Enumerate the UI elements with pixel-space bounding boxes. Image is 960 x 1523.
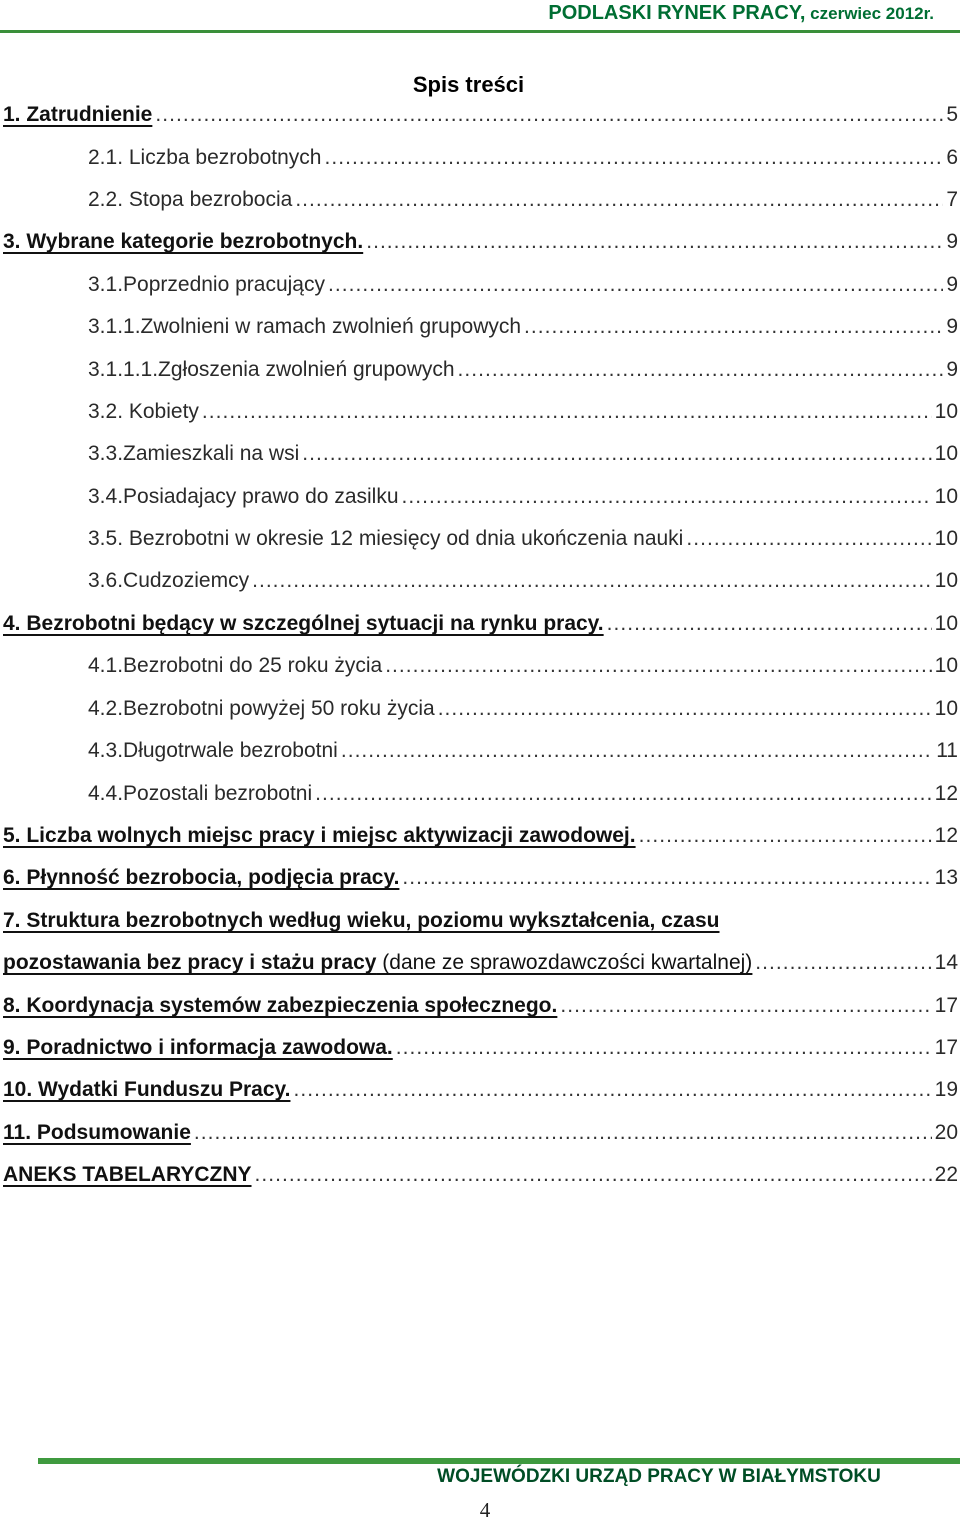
toc-entry-page: 6 <box>946 146 958 169</box>
toc-entry-page: 12 <box>934 782 958 805</box>
toc-entry-label: 4.3.Długotrwale bezrobotni <box>88 739 338 762</box>
toc-leader-dots <box>155 98 943 132</box>
toc-entry[interactable] <box>88 734 958 768</box>
toc-entry-page: 10 <box>934 527 958 550</box>
toc-leader-dots <box>293 1073 931 1107</box>
toc-leader-dots <box>255 1158 932 1192</box>
toc-leader-dots <box>402 480 932 514</box>
toc-entry-label: 3. Wybrane kategorie bezrobotnych. <box>3 230 364 253</box>
toc-entry[interactable] <box>88 141 958 175</box>
toc-entry-label: 3.2. Kobiety <box>88 400 199 423</box>
toc-leader-dots <box>324 141 943 175</box>
toc-entry-page: 10 <box>934 569 958 592</box>
toc-entry-page: 10 <box>934 697 958 720</box>
toc-entry-page: 9 <box>946 273 958 296</box>
toc-entry[interactable] <box>88 480 958 514</box>
toc-leader-dots <box>385 649 931 683</box>
toc-entry[interactable] <box>88 522 958 556</box>
toc-entry[interactable] <box>88 268 958 302</box>
toc-heading: Spis treści <box>412 72 525 97</box>
toc-leader-dots <box>524 310 943 344</box>
toc-entry-page: 10 <box>934 442 958 465</box>
toc-entry-page: 13 <box>934 866 958 889</box>
toc-leader-dots <box>755 946 931 980</box>
toc-entry-page: 14 <box>934 951 958 974</box>
toc-entry-page: 10 <box>934 612 958 635</box>
toc-entry-label: 3.5. Bezrobotni w okresie 12 miesięcy od dnia ukończenia nauki <box>88 527 684 550</box>
toc-entry-label: 6. Płynność bezrobocia, podjęcia pracy. <box>3 866 400 889</box>
toc-entry[interactable] <box>88 310 958 344</box>
toc-entry[interactable] <box>3 819 958 853</box>
toc-leader-dots <box>302 437 931 471</box>
toc-entry-label: 2.1. Liczba bezrobotnych <box>88 146 322 169</box>
toc-entry[interactable] <box>3 607 958 641</box>
toc-entry[interactable] <box>3 98 958 132</box>
toc-leader-dots <box>560 989 931 1023</box>
toc-entry[interactable] <box>3 989 958 1023</box>
toc-entry-page: 10 <box>934 400 958 423</box>
toc-entry-page: 19 <box>934 1078 958 1101</box>
footer-organization-name: WOJEWÓDZKI URZĄD PRACY W BIAŁYMSTOKU <box>437 1466 881 1487</box>
toc-entry-label-note: (dane ze sprawozdawczości kwartalnej) <box>376 951 753 974</box>
toc-entry[interactable] <box>88 437 958 471</box>
toc-entry-page: 10 <box>934 485 958 508</box>
page-number: 4 <box>479 1498 491 1522</box>
toc-entry-page: 17 <box>934 1036 958 1059</box>
toc-entry-label: 11. Podsumowanie <box>3 1121 191 1144</box>
toc-entry-page: 17 <box>934 994 958 1017</box>
header-publication-name: PODLASKI RYNEK PRACY, <box>548 2 806 24</box>
toc-entry-label: 4.1.Bezrobotni do 25 roku życia <box>88 654 383 677</box>
toc-entry-label: 1. Zatrudnienie <box>3 103 153 126</box>
toc-leader-dots <box>396 1031 932 1065</box>
toc-entry[interactable] <box>88 564 958 598</box>
toc-entry[interactable] <box>3 861 958 895</box>
toc-leader-dots <box>458 353 944 387</box>
toc-entry[interactable] <box>88 649 958 683</box>
toc-leader-dots <box>295 183 943 217</box>
toc-entry[interactable] <box>3 225 958 259</box>
toc-entry[interactable] <box>88 692 958 726</box>
toc-leader-dots <box>607 607 932 641</box>
toc-leader-dots <box>341 734 933 768</box>
toc-entry[interactable] <box>3 904 958 938</box>
toc-entry-page: 9 <box>946 358 958 381</box>
toc-entry[interactable] <box>3 1073 958 1107</box>
toc-leader-dots <box>315 777 932 811</box>
header-divider <box>0 30 960 33</box>
toc-entry-label: 3.1.Poprzednio pracujący <box>88 273 325 296</box>
document-header-title <box>548 2 934 25</box>
toc-entry-page: 7 <box>946 188 958 211</box>
toc-entry[interactable] <box>88 353 958 387</box>
toc-entry-label: 4.2.Bezrobotni powyżej 50 roku życia <box>88 697 435 720</box>
toc-entry[interactable] <box>88 777 958 811</box>
toc-entry-page: 11 <box>936 739 958 762</box>
toc-leader-dots <box>194 1116 932 1150</box>
toc-entry-label: 3.6.Cudzoziemcy <box>88 569 250 592</box>
toc-entry-label: 3.3.Zamieszkali na wsi <box>88 442 300 465</box>
toc-entry[interactable] <box>3 1116 958 1150</box>
toc-entry-label: 7. Struktura bezrobotnych według wieku, poziomu wykształcenia, czasu <box>3 909 720 932</box>
toc-entry-label: 4. Bezrobotni będący w szczególnej sytuacji na rynku pracy. <box>3 612 604 635</box>
toc-entry[interactable] <box>88 395 958 429</box>
toc-entry[interactable] <box>3 1158 958 1192</box>
toc-leader-dots <box>366 225 943 259</box>
toc-leader-dots <box>438 692 932 726</box>
toc-leader-dots <box>686 522 931 556</box>
toc-leader-dots <box>202 395 932 429</box>
toc-entry-page: 20 <box>934 1121 958 1144</box>
toc-entry-label: 4.4.Pozostali bezrobotni <box>88 782 313 805</box>
toc-entry-page: 10 <box>934 654 958 677</box>
footer-divider <box>38 1458 960 1464</box>
header-publication-date: czerwiec 2012r. <box>805 4 934 23</box>
toc-entry-label: 3.1.1.1.Zgłoszenia zwolnień grupowych <box>88 358 455 381</box>
toc-leader-dots <box>639 819 932 853</box>
toc-entry[interactable] <box>88 183 958 217</box>
toc-entry-label: 9. Poradnictwo i informacja zawodowa. <box>3 1036 393 1059</box>
toc-entry-label: 2.2. Stopa bezrobocia <box>88 188 293 211</box>
toc-entry[interactable] <box>3 946 958 980</box>
toc-entry-label: 3.4.Posiadajacy prawo do zasilku <box>88 485 399 508</box>
toc-entry-page: 22 <box>934 1163 958 1186</box>
toc-entry-label <box>3 946 752 980</box>
toc-entry-label: 8. Koordynacja systemów zabezpieczenia społecznego. <box>3 994 558 1017</box>
toc-entry[interactable] <box>3 1031 958 1065</box>
toc-leader-dots <box>328 268 943 302</box>
toc-entry-label: ANEKS TABELARYCZNY <box>3 1163 252 1186</box>
toc-entry-page: 12 <box>934 824 958 847</box>
toc-entry-page: 5 <box>946 103 958 126</box>
toc-entry-page: 9 <box>946 315 958 338</box>
toc-leader-dots <box>252 564 932 598</box>
toc-entry-label: 3.1.1.Zwolnieni w ramach zwolnień grupowych <box>88 315 522 338</box>
toc-leader-dots <box>402 861 931 895</box>
toc-entry-label: 5. Liczba wolnych miejsc pracy i miejsc aktywizacji zawodowej. <box>3 824 636 847</box>
toc-entry-page: 9 <box>946 230 958 253</box>
toc-entry-label: 10. Wydatki Funduszu Pracy. <box>3 1078 291 1101</box>
toc-entry-label-main: pozostawania bez pracy i stażu pracy <box>3 951 377 974</box>
